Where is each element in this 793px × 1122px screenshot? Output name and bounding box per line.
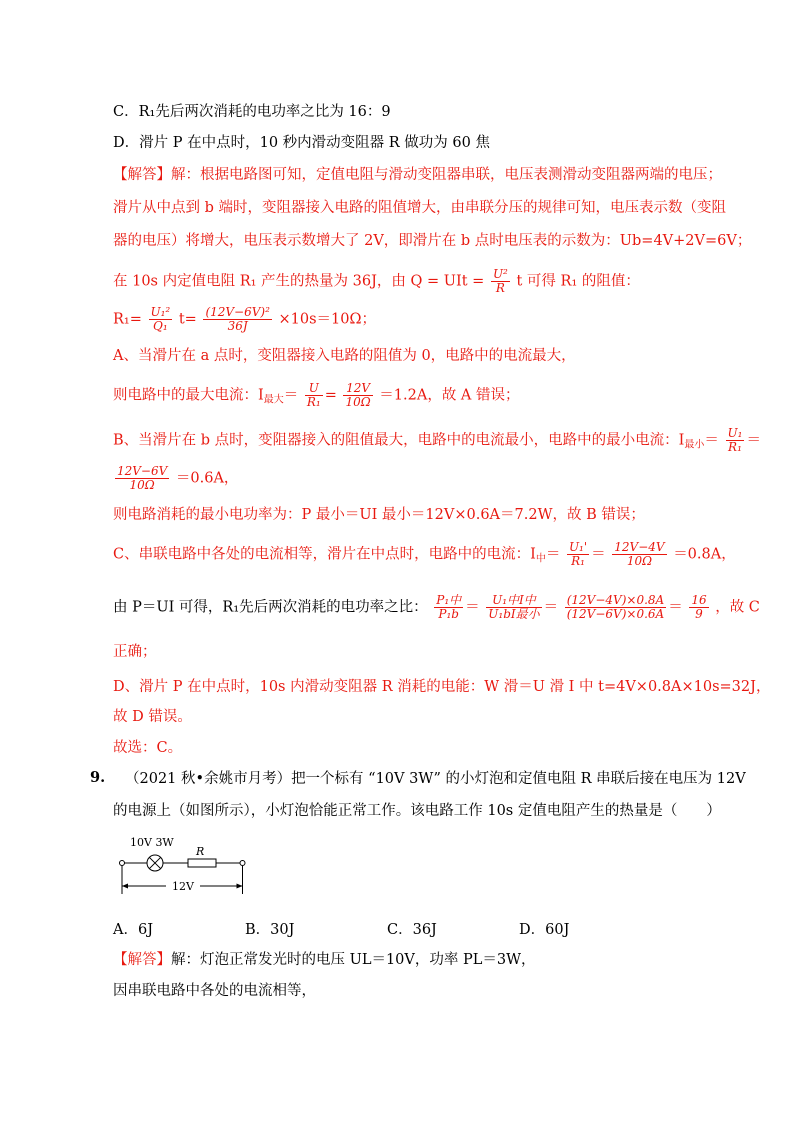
- line11-text-b: ＝0.8A，: [673, 546, 736, 563]
- answer-line-4: [113, 268, 640, 295]
- line5-text-c: ×10s＝10Ω；: [278, 311, 377, 328]
- fraction-power: $\frac{\text{P₁中}}{\text{P₁b}}$: [436, 593, 462, 621]
- line9-text: ＝0.6A，: [175, 470, 239, 487]
- circuit-diagram: [110, 834, 260, 900]
- answer-line-10: 则电路消耗的最小电功率为：P 最小＝UI 最小＝12V×0.6A＝7.2W，故 B 错误；: [113, 507, 645, 523]
- equals-sign: ＝: [283, 387, 299, 404]
- fraction-u1-r1: $\frac{\text{U₁}}{\text{R₁}}$: [727, 426, 743, 454]
- answer-line-15: 故 D 错误。: [113, 709, 192, 725]
- arrow-left-icon: [122, 884, 128, 889]
- fraction-u1p-r1: $\frac{\text{U₁'}}{\text{R₁}}$: [568, 540, 588, 568]
- answer-line-12: 由 P＝UI 可得，R₁先后两次消耗的电功率之比： $\frac{\text{P₁中}}{\text{P₁b}}$ ＝ $\frac{\text{U₁中I中}}{\text{U₁bI最小}}$ ＝ $\frac{(12V-4V)\times 0.8A}{(12V-6V)\times 0.6A}$ ＝ $\frac{16}{9}$ ，故 C: [113, 593, 760, 621]
- line12-text-a: 由 P＝UI 可得，R₁先后两次消耗的电功率之比：: [113, 599, 428, 616]
- answer-line-11: C、串联电路中各处的电流相等，滑片在中点时，电路中的电流：$I_中=$ $\frac{\text{U₁'}}{\text{R₁}}$ ＝ $\frac{12V-4V}{10\Omega}$ ＝0.8A，: [113, 540, 736, 568]
- answer-line-3: 器的电压）将增大，电压表示数增大了 2V，即滑片在 b 点时电压表的示数为：Ub=4V+2V=6V；: [113, 233, 752, 249]
- answer-text-1: 解：根据电路图可知，定值电阻与滑动变阻器串联，电压表测滑动变阻器两端的电压；: [171, 167, 722, 183]
- question-9-number: 9.: [90, 769, 106, 786]
- answer-line-6: A、当滑片在 a 点时，变阻器接入电路的阻值为 0，电路中的电流最大，: [113, 348, 576, 364]
- answer2-text-1: 解：灯泡正常发光时的电压 UL＝10V，功率 PL＝3W，: [171, 952, 536, 968]
- fraction-12v-10ohm: $\frac{12V}{10\Omega}$: [345, 381, 371, 409]
- answer-line-14: D、滑片 P 在中点时，10s 内滑动变阻器 R 消耗的电能：W 滑＝U 滑 I 中 t=4V×0.8A×10s=32J，: [113, 679, 771, 695]
- answer-tag: 【解答】: [113, 167, 171, 183]
- answer-line-13: 正确；: [113, 644, 157, 660]
- question-9-line-2: 的电源上（如图所示），小灯泡恰能正常工作。该电路工作 10s 定值电阻产生的热量是（ ）: [113, 803, 721, 819]
- answer-line-2: 滑片从中点到 b 端时，变阻器接入电路的阻值增大，由串联分压的规律可知，电压表示数（变阻: [113, 200, 726, 216]
- line7-text-a: 则电路中的最大电流：I: [113, 387, 264, 404]
- answer-line-1: [113, 165, 722, 185]
- answer-line-9: [113, 465, 238, 492]
- fraction-u1sq-q1: $\frac{\text{U₁²}}{\text{Q₁}}$: [150, 305, 171, 333]
- question-9-line-1: （2021 秋•余姚市月考）把一个标有 “10V 3W” 的小灯泡和定值电阻 R 串联后接在电压为 12V: [125, 771, 746, 787]
- terminal-left-icon: [120, 861, 125, 866]
- option-a-6j[interactable]: A．6J: [113, 922, 154, 938]
- line7-text-b: ＝1.2A，故 A 错误；: [379, 387, 520, 404]
- option-c: C．R₁先后两次消耗的电功率之比为 16：9: [113, 104, 391, 120]
- fraction-8v-10ohm: $\frac{12V-4V}{10\Omega}$: [614, 540, 665, 568]
- answer-line-8: B、当滑片在 b 点时，变阻器接入的阻值最大，电路中的电流最小，电路中的最小电流：$I_{最小}=$ $\frac{\text{U₁}}{\text{R₁}}$ ＝: [113, 426, 761, 454]
- lamp-icon: [147, 855, 163, 871]
- resistor-icon: [188, 859, 216, 867]
- answer2-tag: 【解答】: [113, 952, 171, 968]
- line12-text-b: ，故 C: [715, 599, 760, 616]
- answer-line-5: [113, 306, 376, 333]
- fraction-16-9: $\frac{16}{9}$: [691, 593, 707, 621]
- resistor-label: R: [196, 845, 205, 858]
- line4-text-a: 在 10s 内定值电阻 R₁ 产生的热量为 36J，由 Q = UIt =: [113, 273, 485, 290]
- line5-text-b: t=: [178, 311, 197, 328]
- fraction-u2-r: $\frac{\text{U²}}{R}$: [492, 267, 508, 295]
- answer-line-7: 则电路中的最大电流：$I_{最大}=$ $\frac{U}{\text{R₁}}$ = $\frac{12V}{10\Omega}$ ＝1.2A，故 A 错误；: [113, 381, 520, 409]
- line4-text-b: t 可得 R₁ 的阻值：: [516, 273, 640, 290]
- line8-text-a: B、当滑片在 b 点时，变阻器接入的阻值最大，电路中的电流最小，电路中的最小电流：I: [113, 432, 685, 449]
- terminal-right-icon: [240, 861, 245, 866]
- max-subscript: 最大: [263, 394, 284, 406]
- answer2-line-2: 因串联电路中各处的电流相等，: [113, 983, 316, 999]
- fraction-voltage-heat: $\frac{\text{(12V−6V)²}}{36J}$: [205, 305, 270, 333]
- line5-text-a: R₁=: [113, 311, 142, 328]
- option-d: D．滑片 P 在中点时，10 秒内滑动变阻器 R 做功为 60 焦: [113, 135, 490, 151]
- fraction-ratio-calc: $\frac{(12V-4V)\times 0.8A}{(12V-6V)\times 0.6A}$: [566, 593, 665, 621]
- voltage-label: 12V: [172, 880, 194, 893]
- min-subscript: 最小: [684, 439, 705, 451]
- option-c-36j[interactable]: C．36J: [387, 922, 437, 938]
- fraction-6v-10ohm: $\frac{12V-6V}{10\Omega}$: [117, 464, 168, 492]
- mid-subscript: 中: [535, 553, 546, 565]
- line11-text-a: C、串联电路中各处的电流相等，滑片在中点时，电路中的电流：I: [113, 546, 536, 563]
- fraction-ui: $\frac{\text{U₁中I中}}{\text{U₁bI最小}}$: [488, 593, 540, 621]
- fraction-u-r1: $\frac{U}{\text{R₁}}$: [306, 381, 321, 409]
- lamp-label: 10V 3W: [130, 836, 174, 849]
- option-b-30j[interactable]: B．30J: [245, 922, 295, 938]
- option-d-60j[interactable]: D．60J: [519, 922, 570, 938]
- answer-line-16: 故选：C。: [113, 740, 183, 756]
- arrow-right-icon: [237, 884, 243, 889]
- answer2-line-1: [113, 950, 536, 970]
